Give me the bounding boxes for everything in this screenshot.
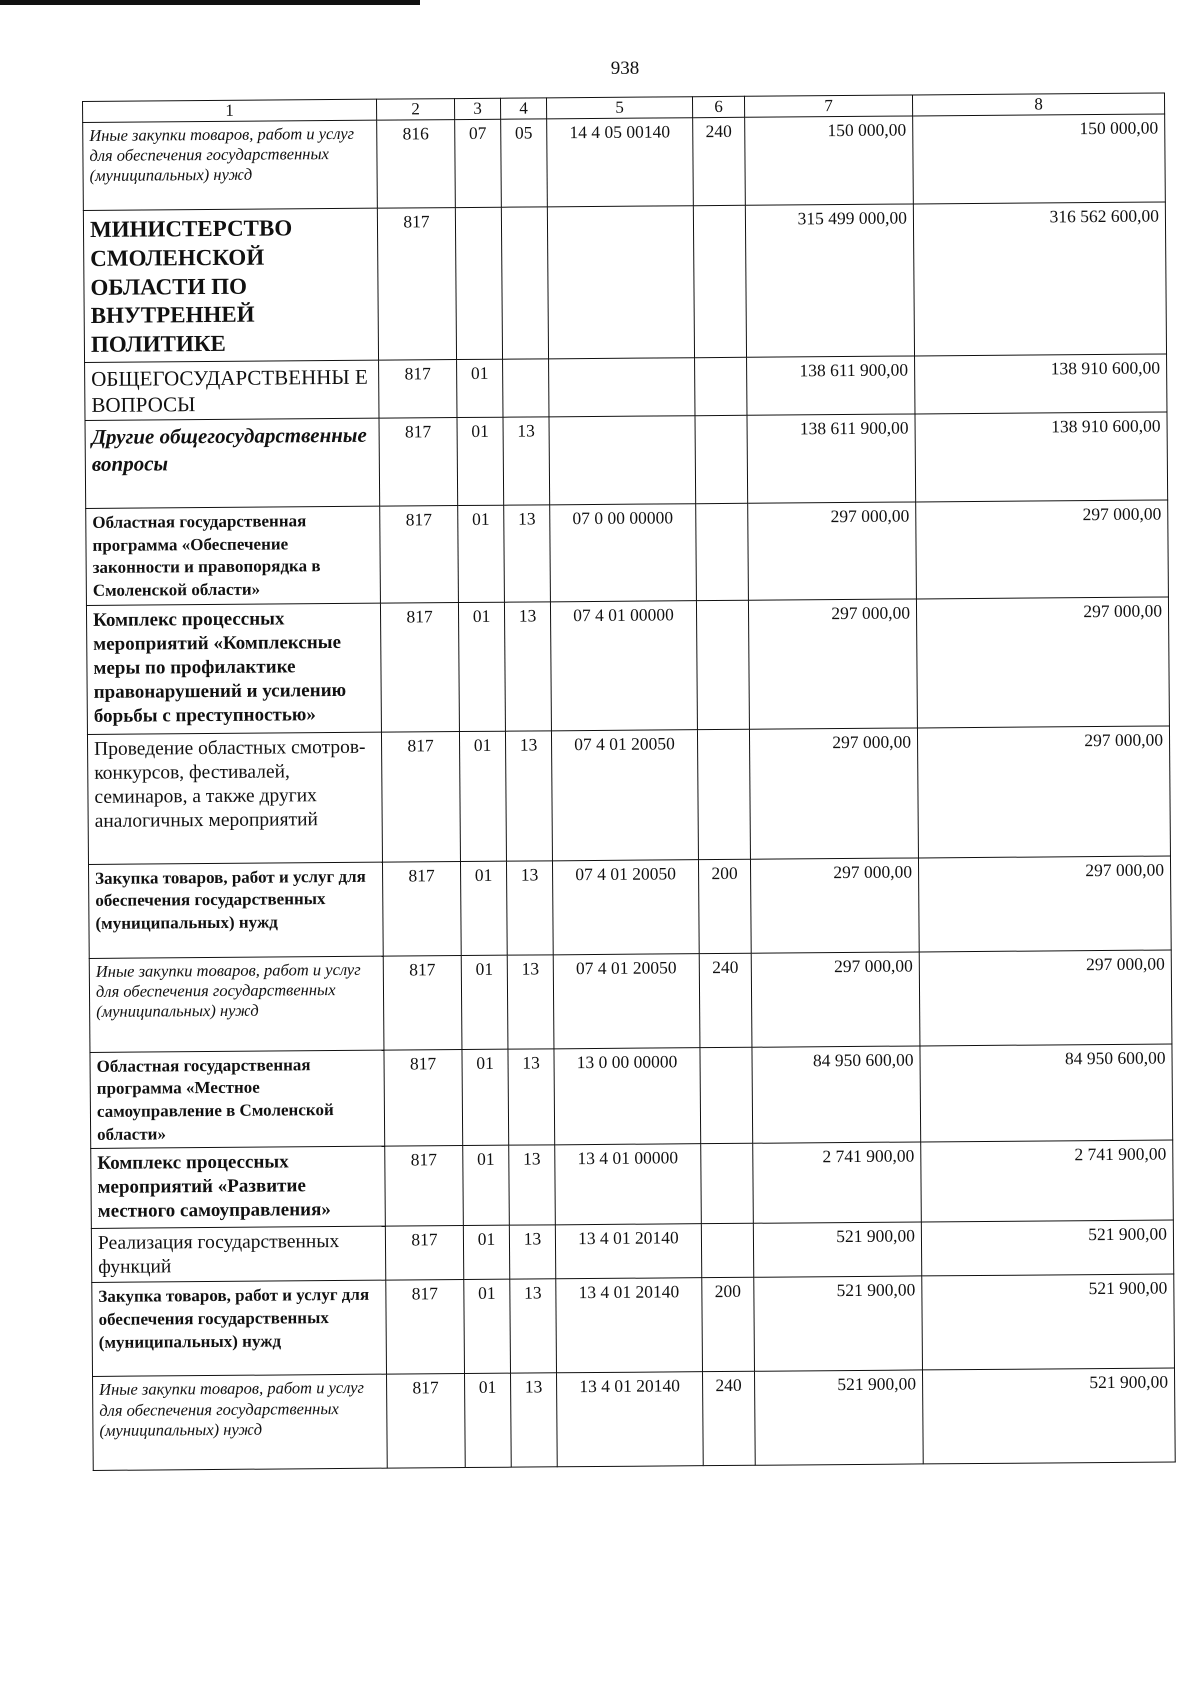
expense-type-code: 200 bbox=[698, 859, 751, 953]
ministry-code: 817 bbox=[380, 602, 459, 732]
column-number: 8 bbox=[912, 93, 1164, 116]
column-number: 2 bbox=[376, 99, 454, 121]
subsection-code: 13 bbox=[511, 1373, 558, 1467]
column-number: 4 bbox=[500, 98, 546, 119]
ministry-code: 816 bbox=[377, 120, 456, 209]
section-code: 01 bbox=[458, 505, 505, 602]
subsection-code bbox=[501, 207, 548, 359]
subsection-code bbox=[503, 359, 549, 418]
expense-type-code: 240 bbox=[699, 953, 752, 1047]
target-article-code: 07 4 01 20050 bbox=[551, 729, 698, 860]
ministry-code: 817 bbox=[381, 731, 460, 862]
amount-year-1: 521 900,00 bbox=[754, 1276, 923, 1371]
target-article-code bbox=[549, 416, 696, 505]
expense-type-code bbox=[695, 357, 747, 416]
amount-year-1: 2 741 900,00 bbox=[753, 1142, 922, 1223]
target-article-code: 13 0 00 00000 bbox=[554, 1047, 701, 1145]
amount-year-2: 521 900,00 bbox=[922, 1368, 1175, 1464]
table-row bbox=[88, 856, 1171, 958]
ministry-code: 817 bbox=[385, 1226, 463, 1281]
target-article-code bbox=[547, 206, 694, 359]
subsection-code: 13 bbox=[510, 1279, 557, 1373]
subsection-code: 13 bbox=[506, 861, 553, 955]
subsection-code: 13 bbox=[508, 1049, 555, 1146]
table-row bbox=[87, 726, 1170, 864]
amount-year-1: 521 900,00 bbox=[753, 1222, 921, 1278]
section-code: 01 bbox=[465, 1374, 512, 1468]
subsection-code: 13 bbox=[504, 602, 551, 731]
table-row bbox=[91, 1140, 1174, 1228]
amount-year-2: 316 562 600,00 bbox=[913, 202, 1166, 356]
amount-year-1: 297 000,00 bbox=[748, 599, 917, 729]
target-article-code: 07 4 01 00000 bbox=[550, 600, 697, 730]
expense-type-code bbox=[700, 1047, 753, 1144]
ministry-code: 817 bbox=[379, 418, 458, 507]
ministry-code: 817 bbox=[380, 506, 459, 603]
amount-year-2: 297 000,00 bbox=[919, 950, 1172, 1046]
amount-year-1: 297 000,00 bbox=[749, 728, 918, 859]
subsection-code: 13 bbox=[503, 417, 550, 505]
row-name: Проведение областных смотров-конкурсов, фестивалей, семинаров, а также других аналогичных мероприятий bbox=[87, 732, 382, 864]
table-row bbox=[86, 500, 1169, 605]
ministry-code: 817 bbox=[386, 1280, 465, 1375]
amount-year-1: 297 000,00 bbox=[751, 952, 920, 1047]
target-article-code: 14 4 05 00140 bbox=[547, 118, 694, 207]
amount-year-2: 521 900,00 bbox=[921, 1220, 1173, 1276]
row-name: Другие общегосударственные вопросы bbox=[85, 418, 380, 508]
amount-year-1: 297 000,00 bbox=[748, 502, 917, 600]
budget-table bbox=[82, 92, 1176, 1471]
subsection-code: 13 bbox=[507, 955, 554, 1049]
expense-type-code bbox=[693, 205, 746, 357]
ministry-code: 817 bbox=[379, 359, 457, 418]
section-code: 01 bbox=[458, 602, 505, 731]
amount-year-2: 138 910 600,00 bbox=[915, 412, 1168, 502]
amount-year-1: 138 611 900,00 bbox=[747, 356, 915, 416]
section-code: 01 bbox=[459, 731, 506, 861]
ministry-code: 817 bbox=[385, 1146, 464, 1227]
target-article-code: 13 4 01 00000 bbox=[555, 1144, 702, 1225]
row-name: Закупка товаров, работ и услуг для обеспечения государственных (муниципальных) нужд bbox=[88, 862, 383, 958]
table-row bbox=[83, 202, 1166, 362]
ministry-code: 817 bbox=[384, 1049, 463, 1146]
amount-year-2: 2 741 900,00 bbox=[921, 1140, 1174, 1222]
amount-year-2: 297 000,00 bbox=[916, 597, 1169, 728]
target-article-code bbox=[549, 357, 695, 417]
top-rule bbox=[0, 0, 420, 5]
section-code bbox=[455, 207, 502, 359]
row-name: Комплекс процессных мероприятий «Развитие местного самоуправления» bbox=[91, 1146, 386, 1228]
expense-type-code bbox=[701, 1143, 754, 1223]
amount-year-1: 150 000,00 bbox=[745, 116, 914, 205]
section-code: 07 bbox=[455, 119, 502, 207]
row-name: Закупка товаров, работ и услуг для обеспечения государственных (муниципальных) нужд bbox=[92, 1281, 387, 1377]
ministry-code: 817 bbox=[383, 955, 462, 1050]
ministry-code: 817 bbox=[377, 208, 456, 360]
subsection-code: 13 bbox=[505, 731, 552, 861]
expense-type-code: 240 bbox=[693, 117, 746, 205]
table-row bbox=[91, 1220, 1173, 1283]
row-name: МИНИСТЕРСТВО СМОЛЕНСКОЙ ОБЛАСТИ ПО ВНУТРЕННЕЙ ПОЛИТИКЕ bbox=[83, 208, 378, 362]
amount-year-1: 138 611 900,00 bbox=[747, 414, 916, 503]
expense-type-code bbox=[701, 1223, 753, 1278]
expense-type-code: 240 bbox=[703, 1372, 756, 1466]
column-number: 3 bbox=[454, 98, 500, 119]
column-number: 1 bbox=[83, 99, 377, 122]
section-code: 01 bbox=[464, 1280, 511, 1374]
subsection-code: 13 bbox=[504, 505, 551, 602]
column-number: 7 bbox=[744, 95, 912, 117]
section-code: 01 bbox=[457, 359, 503, 418]
table-row bbox=[93, 1368, 1176, 1470]
section-code: 01 bbox=[461, 955, 508, 1049]
subsection-code: 13 bbox=[509, 1225, 555, 1280]
row-name: Областная государственная программа «Местное самоуправление в Смоленской области» bbox=[90, 1050, 385, 1149]
row-name: Реализация государственных функций bbox=[91, 1226, 385, 1283]
target-article-code: 07 0 00 00000 bbox=[550, 504, 697, 602]
amount-year-2: 84 950 600,00 bbox=[920, 1044, 1173, 1142]
section-code: 01 bbox=[460, 861, 507, 955]
expense-type-code bbox=[697, 729, 750, 859]
row-name: Комплекс процессных мероприятий «Комплексные меры по профилактике правонарушений и усилению борьбы с преступностью» bbox=[86, 603, 381, 734]
table-row bbox=[86, 597, 1169, 734]
subsection-code: 13 bbox=[509, 1145, 556, 1225]
target-article-code: 07 4 01 20050 bbox=[553, 953, 700, 1048]
section-code: 01 bbox=[462, 1049, 509, 1146]
row-name: ОБЩЕГОСУДАРСТВЕННЫ Е ВОПРОСЫ bbox=[85, 360, 379, 421]
amount-year-2: 297 000,00 bbox=[916, 500, 1169, 598]
column-number: 5 bbox=[546, 97, 692, 119]
row-name: Областная государственная программа «Обеспечение законности и правопорядка в Смоленской области» bbox=[86, 506, 381, 605]
target-article-code: 07 4 01 20050 bbox=[552, 859, 699, 954]
row-name: Иные закупки товаров, работ и услуг для обеспечения государственных (муниципальных) нужд bbox=[89, 956, 384, 1052]
expense-type-code: 200 bbox=[702, 1278, 755, 1372]
table-row bbox=[83, 114, 1166, 210]
ministry-code: 817 bbox=[382, 861, 461, 956]
amount-year-2: 297 000,00 bbox=[917, 726, 1170, 858]
target-article-code: 13 4 01 20140 bbox=[556, 1278, 703, 1373]
page-number: 938 bbox=[610, 58, 640, 79]
target-article-code: 13 4 01 20140 bbox=[555, 1224, 701, 1279]
section-code: 01 bbox=[463, 1225, 509, 1280]
table-row bbox=[85, 412, 1168, 508]
amount-year-1: 315 499 000,00 bbox=[745, 204, 914, 357]
expense-type-code bbox=[696, 600, 749, 729]
column-number: 6 bbox=[692, 96, 744, 117]
section-code: 01 bbox=[457, 417, 504, 505]
table-row bbox=[89, 950, 1172, 1052]
ministry-code: 817 bbox=[387, 1374, 466, 1469]
amount-year-1: 297 000,00 bbox=[750, 858, 919, 953]
target-article-code: 13 4 01 20140 bbox=[557, 1372, 704, 1467]
row-name: Иные закупки товаров, работ и услуг для обеспечения государственных (муниципальных) нужд bbox=[83, 120, 378, 210]
amount-year-2: 521 900,00 bbox=[922, 1274, 1175, 1370]
subsection-code: 05 bbox=[501, 119, 548, 207]
amount-year-2: 138 910 600,00 bbox=[915, 354, 1167, 414]
table-row bbox=[85, 354, 1167, 421]
expense-type-code bbox=[696, 504, 749, 601]
section-code: 01 bbox=[463, 1145, 510, 1225]
amount-year-2: 150 000,00 bbox=[913, 114, 1166, 204]
table-row bbox=[90, 1044, 1173, 1149]
amount-year-1: 521 900,00 bbox=[755, 1370, 924, 1465]
row-name: Иные закупки товаров, работ и услуг для обеспечения государственных (муниципальных) нужд bbox=[93, 1375, 388, 1471]
expense-type-code bbox=[695, 416, 748, 504]
amount-year-2: 297 000,00 bbox=[918, 856, 1171, 952]
amount-year-1: 84 950 600,00 bbox=[752, 1046, 921, 1144]
table-row bbox=[92, 1274, 1175, 1376]
